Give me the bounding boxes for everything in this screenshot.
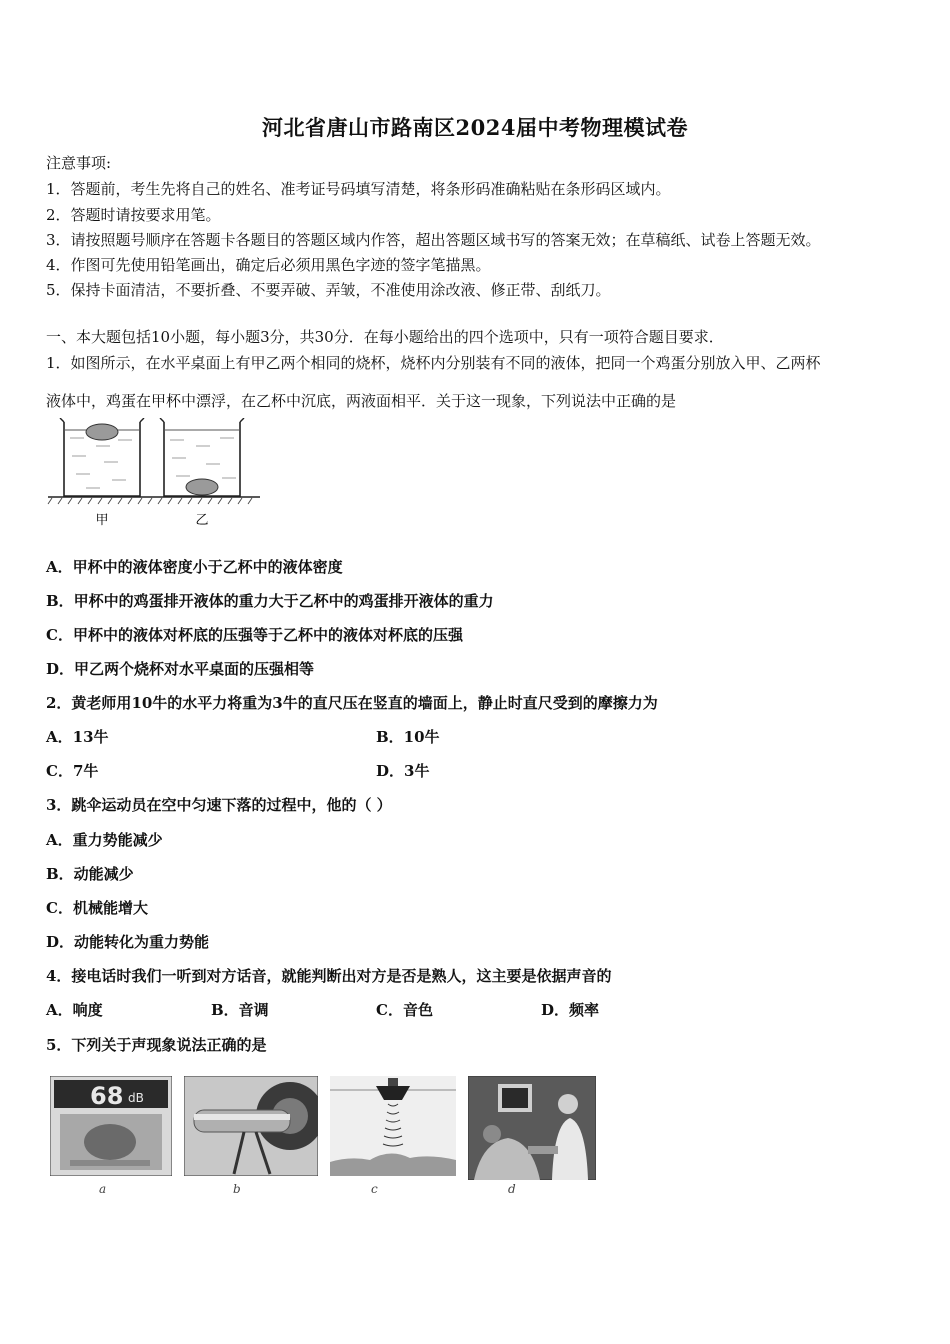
q1-option-a: A．甲杯中的液体密度小于乙杯中的液体密度 [46, 558, 343, 576]
q3-option-b: B．动能减少 [46, 865, 134, 883]
beaker-jia [60, 418, 144, 496]
q4-option-a: A．响度 [46, 1001, 103, 1019]
q4-stem: 4．接电话时我们一听到对方话音，就能判断出对方是否是熟人，这主要是依据声音的 [46, 967, 612, 985]
q3-option-c: C．机械能增大 [46, 899, 148, 917]
q1-stem-line1: 1．如图所示，在水平桌面上有甲乙两个相同的烧杯，烧杯内分别装有不同的液体，把同一个鸡蛋分别放入甲、乙两杯 [46, 354, 821, 372]
q4-option-d: D．频率 [541, 1001, 600, 1019]
beaker-yi [160, 418, 244, 496]
meter-reading: 68 [90, 1082, 124, 1110]
q3-option-d: D．动能转化为重力势能 [46, 933, 210, 951]
beakers-figure [46, 418, 266, 530]
q1-stem-line2: 液体中，鸡蛋在甲杯中漂浮，在乙杯中沉底，两液面相平．关于这一现象，下列说法中正确的是 [46, 392, 677, 410]
q2-stem: 2．黄老师用10牛的水平力将重为3牛的直尺压在竖直的墙面上，静止时直尺受到的摩擦力为 [46, 694, 658, 712]
photo-a-noise-meter [50, 1076, 172, 1176]
notice-item: 3．请按照题号顺序在答题卡各题目的答题区域内作答，超出答题区域书写的答案无效；在草稿纸、试卷上答题无效。 [46, 231, 821, 249]
q1-option-b: B．甲杯中的鸡蛋排开液体的重力大于乙杯中的鸡蛋排开液体的重力 [46, 592, 494, 610]
q1-option-c: C．甲杯中的液体对杯底的压强等于乙杯中的液体对杯底的压强 [46, 626, 463, 644]
q1-option-d: D．甲乙两个烧杯对水平桌面的压强相等 [46, 660, 315, 678]
photo-label-d: d [508, 1182, 516, 1196]
q3-option-a: A．重力势能减少 [46, 831, 163, 849]
q3-stem: 3．跳伞运动员在空中匀速下落的过程中，他的（ ） [46, 796, 392, 814]
q2-option-c: C．7牛 [46, 762, 99, 780]
q2-option-b: B．10牛 [376, 728, 440, 746]
photo-label-b: b [233, 1182, 241, 1196]
q4-option-b: B．音调 [211, 1001, 269, 1019]
notice-item: 2．答题时请按要求用笔。 [46, 206, 221, 224]
notice-heading: 注意事项: [46, 154, 112, 172]
q2-option-d: D．3牛 [376, 762, 430, 780]
notice-item: 4．作图可先使用铅笔画出，确定后必须用黑色字迹的签字笔描黑。 [46, 256, 491, 274]
meter-unit: dB [128, 1091, 144, 1105]
q5-stem: 5．下列关于声现象说法正确的是 [46, 1036, 267, 1054]
photo-label-a: a [99, 1182, 107, 1196]
notice-item: 1．答题前，考生先将自己的姓名、准考证号码填写清楚，将条形码准确粘贴在条形码区域内。 [46, 180, 671, 198]
egg-sunk [186, 479, 218, 495]
fig-label-jia: 甲 [95, 513, 109, 528]
q2-option-a: A．13牛 [46, 728, 109, 746]
photo-b-muffler [184, 1076, 318, 1176]
q4-option-c: C．音色 [376, 1001, 433, 1019]
notice-item: 5．保持卡面清洁，不要折叠、不要弄破、弄皱，不准使用涂改液、修正带、刮纸刀。 [46, 281, 611, 299]
photo-label-c: c [371, 1182, 378, 1196]
section-heading: 一、本大题包括10小题，每小题3分，共30分．在每小题给出的四个选项中，只有一项符合题目要求． [46, 328, 724, 346]
page-title: 河北省唐山市路南区2024届中考物理模试卷 [262, 115, 688, 140]
egg-floating [86, 424, 118, 440]
photo-c-sonar [330, 1076, 456, 1176]
fig-label-yi: 乙 [195, 513, 209, 528]
photo-d-ultrasound [468, 1076, 596, 1180]
